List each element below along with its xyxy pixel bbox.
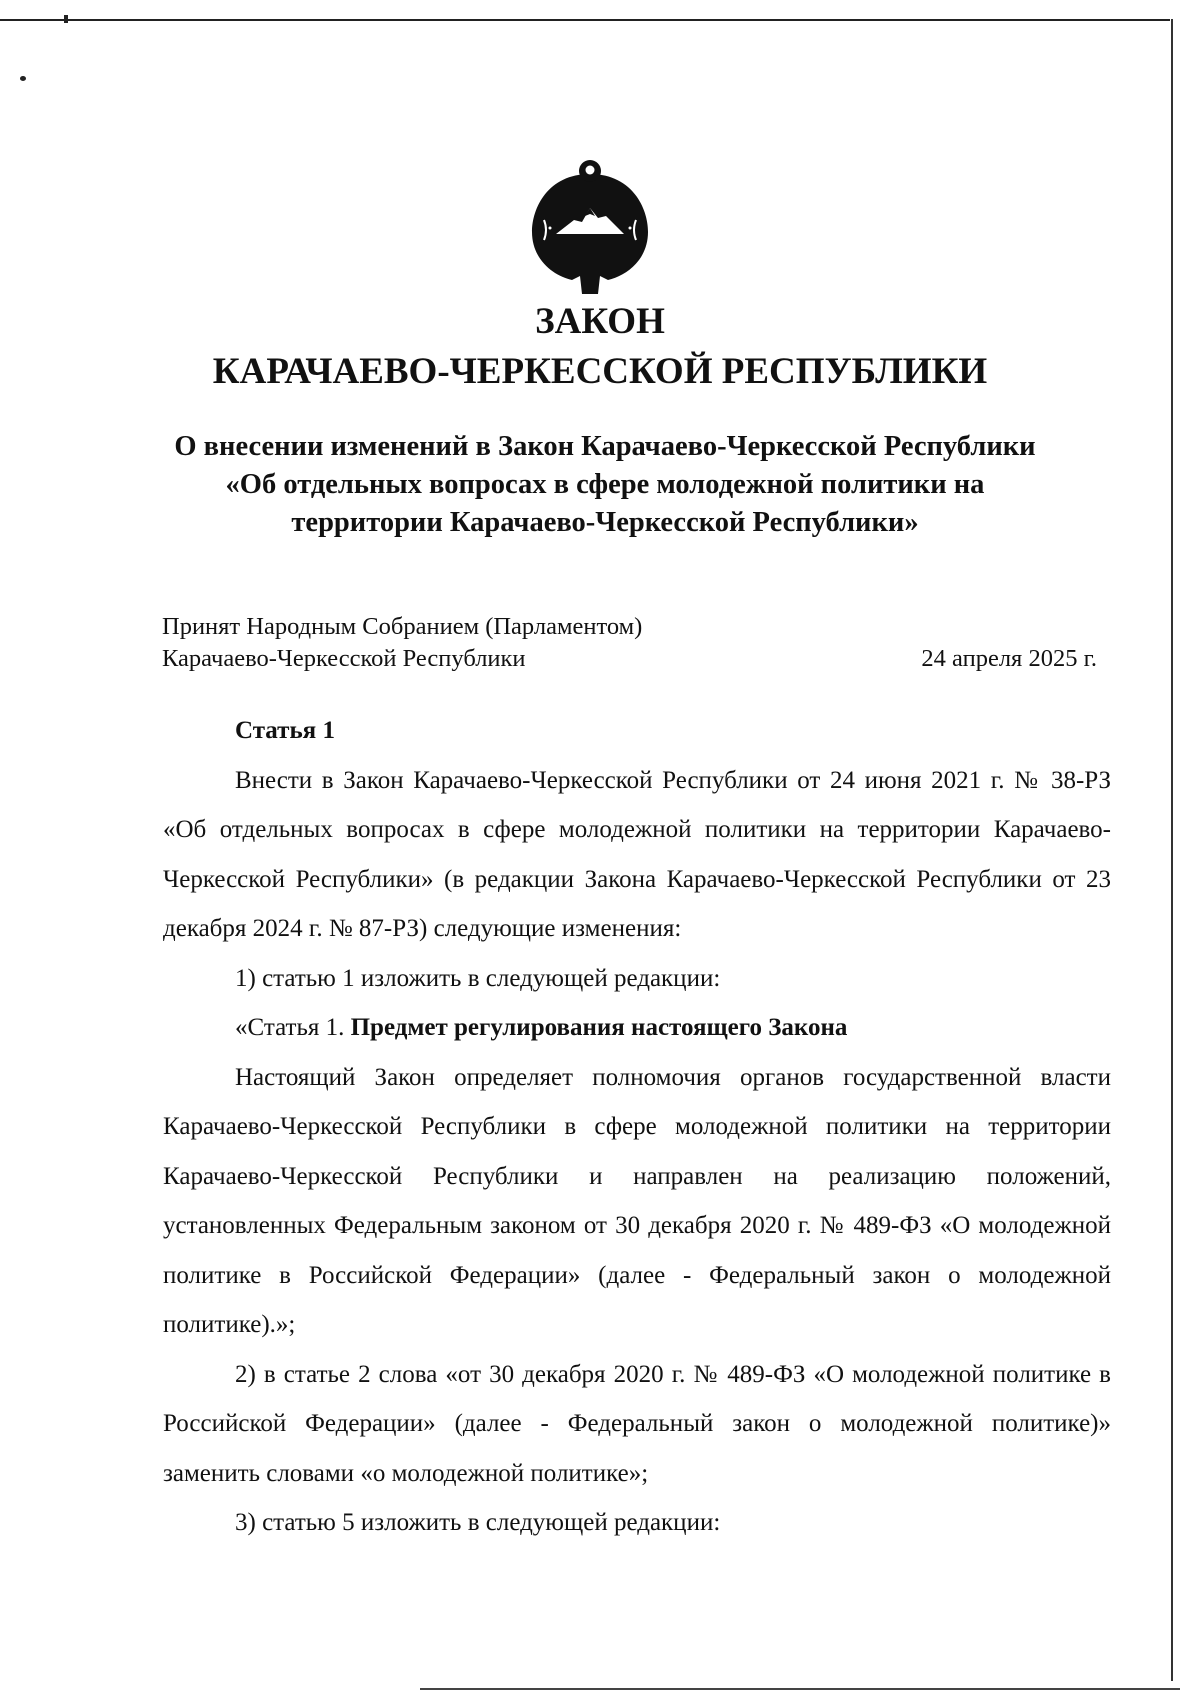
law-subtitle: О внесении изменений в Закон Карачаево-Черкесской Республики «Об отдельных вопросах в сфере молодежной политики на территории Карачаево-Черкесской Республики» (174, 431, 1036, 538)
adoption-note (162, 611, 642, 675)
law-body (163, 706, 1111, 1548)
scan-border-top (0, 19, 1170, 21)
quoted-article-title: Предмет регулирования настоящего Закона (350, 1014, 848, 1041)
paragraph: 2) в статье 2 слова «от 30 декабря 2020 г. № 489-ФЗ «О молодежной политике в Российской Федерации» (далее - Федеральный закон о молодежной политике)» заменить словами «о молодежной политике»; (163, 1360, 1111, 1487)
article-heading: Статья 1 (235, 717, 335, 744)
republic-title: КАРАЧАЕВО-ЧЕРКЕССКОЙ РЕСПУБЛИКИ (212, 351, 988, 392)
adoption-line-2: Карачаево-Черкесской Республики (162, 645, 526, 672)
paragraph: Внести в Закон Карачаево-Черкесской Республики от 24 июня 2021 г. № 38-РЗ «Об отдельных вопросах в сфере молодежной политики на территории Карачаево-Черкесской Республики» (в редакции Закона Карачаево-Черкесской Республики от 23 декабря 2024 г. № 87-РЗ) следующие изменения: (163, 766, 1111, 942)
quoted-article-prefix: «Статья 1. (235, 1014, 351, 1041)
adoption-line-1: Принят Народным Собранием (Парламентом) (162, 613, 643, 640)
paragraph: 3) статью 5 изложить в следующей редакции: (235, 1509, 721, 1536)
scan-mark (64, 15, 68, 23)
republic-emblem-icon (530, 158, 650, 298)
adoption-date: 24 апреля 2025 г. (921, 645, 1097, 672)
scan-border-bottom (420, 1688, 1180, 1690)
scan-border-right (1171, 19, 1173, 1681)
document-type-title: ЗАКОН (535, 301, 665, 342)
paragraph: 1) статью 1 изложить в следующей редакции: (235, 964, 721, 992)
quoted-article-heading (163, 1003, 1111, 1053)
paragraph: Настоящий Закон определяет полномочия органов государственной власти Карачаево-Черкесской Республики в сфере молодежной политики на территории Карачаево-Черкесской Республики и направлен на реализацию положений, установленных Федеральным законом от 30 декабря 2020 г. № 489-ФЗ «О молодежной политике в Российской Федерации» (далее - Федеральный закон о молодежной политике).»; (163, 1063, 1111, 1338)
scan-speck (20, 76, 26, 81)
